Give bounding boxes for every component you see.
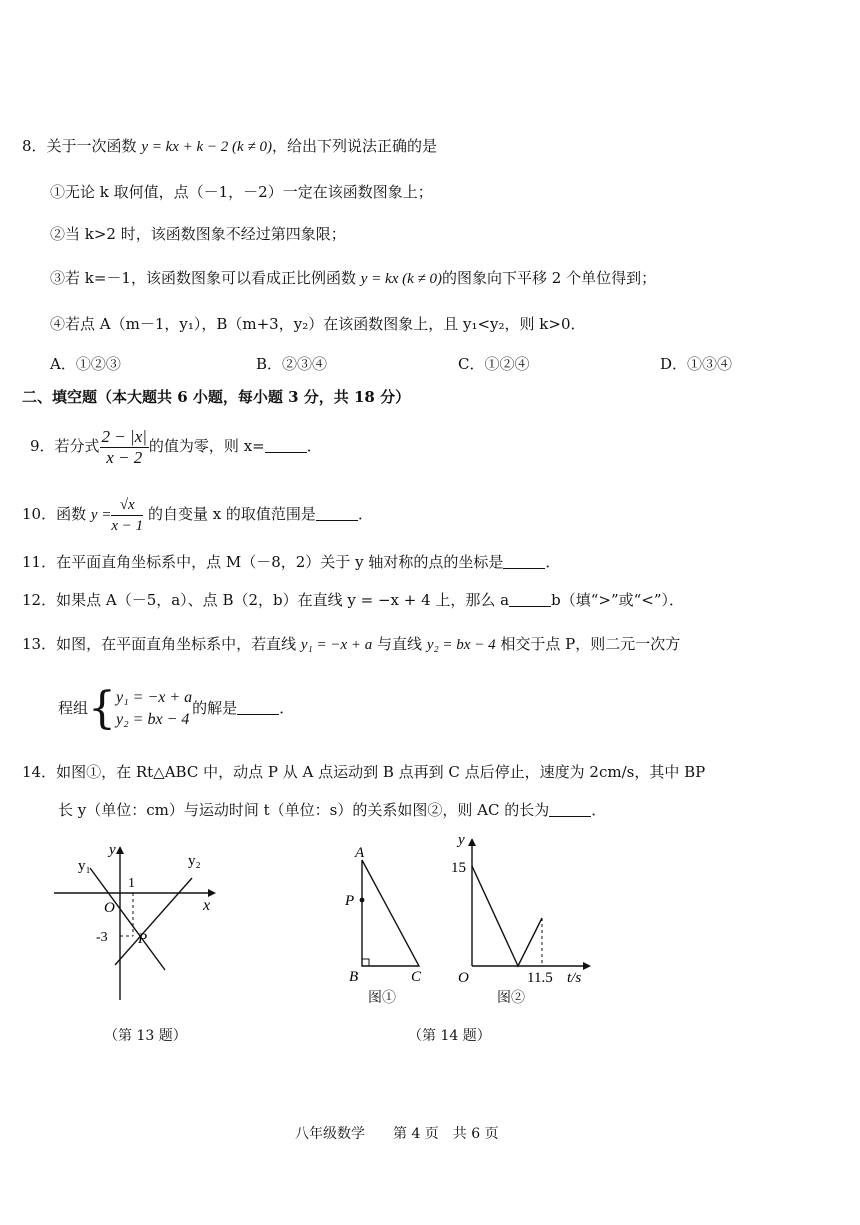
- q11-answer-blank: [503, 554, 545, 569]
- q10: 10．函数 y = $\frac{√x}{x - 1}$ 的自变量 x 的取值范围是 ．: [22, 496, 373, 534]
- caption-fig14: （第 14 题）: [408, 1028, 491, 1044]
- t-axis-arrow-icon: [583, 962, 591, 970]
- q8-option-a: A．①②③: [50, 355, 121, 373]
- page-footer: 八年级数学 第 4 页 共 6 页: [295, 1126, 499, 1142]
- q8-stem: 8．关于一次函数 y = kx + k − 2 (k ≠ 0)，给出下列说法正确的是: [22, 137, 437, 155]
- q9-answer-blank: [265, 438, 307, 453]
- line-y2: [115, 878, 192, 965]
- q8-option-c: C．①②④: [458, 355, 530, 373]
- q8-statement-4: ④若点 A（m－1，y₁），B（m+3，y₂）在该函数图象上，且 y₁<y₂，则 k>0．: [50, 315, 586, 333]
- fig13-x-label: x: [203, 897, 211, 914]
- q14-line-2: 长 y（单位：cm）与运动时间 t（单位：s）的关系如图②，则 AC 的长为 ．: [58, 801, 607, 819]
- q12: 12．如果点 A（－5，a）、点 B（2，b）在直线 y = −x + 4 上，那么 a b（填“>”或“<”）．: [22, 591, 685, 609]
- y-axis-arrow-icon: [116, 846, 124, 854]
- point-p-dot: [360, 898, 365, 903]
- triangle-abc: [362, 860, 419, 966]
- fig14b-tick-15: 15: [451, 860, 466, 876]
- figure-14-2: [445, 828, 605, 988]
- caption-fig14-2: 图②: [497, 990, 525, 1006]
- y-axis-arrow-icon: [468, 838, 476, 846]
- q10-answer-blank: [316, 506, 358, 521]
- fig13-tick-1: 1: [128, 876, 135, 891]
- right-angle-mark: [362, 959, 369, 966]
- fig14-a-label: A: [355, 845, 365, 861]
- caption-fig14-1: 图①: [368, 990, 396, 1006]
- q8-statement-1: ①无论 k 取何值，点（－1，－2）一定在该函数图象上；: [50, 183, 433, 201]
- q10-fraction: $\frac{√x}{x - 1}$: [111, 496, 144, 534]
- fig14b-tick-11-5: 11.5: [527, 970, 553, 986]
- q11: 11．在平面直角坐标系中，点 M（－8，2）关于 y 轴对称的点的坐标是 ．: [22, 553, 561, 571]
- caption-fig13: （第 13 题）: [104, 1028, 187, 1044]
- q8-option-d: D．①③④: [660, 355, 733, 373]
- q14-line-1: 14．如图①，在 Rt△ABC 中，动点 P 从 A 点运动到 B 点再到 C 点后停止，速度为 2cm/s，其中 BP: [22, 763, 706, 781]
- section-2-heading: 二、填空题（本大题共 6 小题，每小题 3 分，共 18 分）: [22, 388, 411, 406]
- q13-equation-system: y₁ = −x + a y₂ = bx − 4: [116, 689, 193, 728]
- fig14-p-label: P: [345, 893, 355, 909]
- fig14-b-label: B: [349, 969, 359, 985]
- figure-13: [40, 840, 230, 1015]
- q9: 9．若分式 $\frac{2 - |x|}{x - 2}$ 的值为零，则 x= ．: [30, 426, 322, 467]
- fig13-y-label: y: [109, 842, 116, 858]
- q8-option-b: B．②③④: [256, 355, 328, 373]
- q13-answer-blank: [237, 700, 279, 715]
- figure-14-1: [335, 840, 435, 985]
- q9-fraction: $\frac{2 - |x|}{x - 2}$: [101, 426, 147, 467]
- fig14b-t-label: t/s: [567, 970, 582, 986]
- fig13-y2-label: y₂: [188, 853, 201, 869]
- fig14b-origin-label: O: [458, 970, 469, 986]
- q8-statement-2: ②当 k>2 时，该函数图象不经过第四象限；: [50, 225, 346, 243]
- fig14-c-label: C: [411, 969, 422, 985]
- fig13-tick-neg3: -3: [96, 930, 108, 945]
- q14-answer-blank: [549, 802, 591, 817]
- q8-statement-3: ③若 k=－1，该函数图象可以看成正比例函数 y = kx (k ≠ 0)的图象向下平移 2 个单位得到；: [50, 269, 657, 287]
- fig13-origin-label: O: [104, 900, 115, 916]
- fig14b-y-label: y: [458, 832, 465, 848]
- x-axis-arrow-icon: [208, 889, 216, 897]
- q12-answer-blank: [509, 592, 551, 607]
- graph-polyline: [472, 866, 542, 966]
- q13-line-1: 13．如图，在平面直角坐标系中，若直线 y₁ = −x + a 与直线 y₂ = bx − 4 相交于点 P，则二元一次方: [22, 635, 681, 653]
- fig13-point-p-label: P: [138, 931, 148, 947]
- q13-line-2: 程组{ y₁ = −x + a y₂ = bx − 4 的解是 ．: [58, 683, 295, 734]
- fig13-y1-label: y₁: [78, 858, 91, 874]
